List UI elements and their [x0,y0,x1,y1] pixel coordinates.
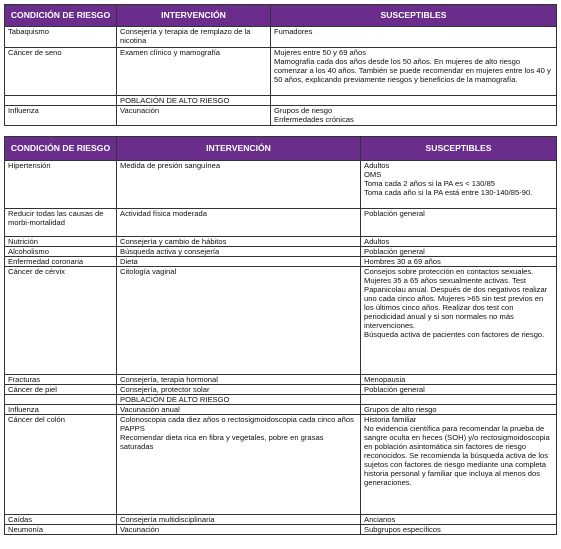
header-susceptible: SUSCEPTIBLES [361,137,557,161]
table-row [5,375,557,385]
cell-susceptible: Menopausia [361,375,557,385]
header-condition: CONDICIÓN DE RIESGO [5,5,117,27]
cell-susceptible: Grupos de alto riesgo [361,405,557,415]
cell-susceptible: Población general [361,385,557,395]
cell-intervention: Consejería y cambio de hábitos [117,237,361,247]
prevention-table-2 [4,136,557,535]
cell-condition: Cáncer del colón [5,415,117,515]
table-row [5,515,557,525]
cell-susceptible: Subgrupos específicos [361,525,557,535]
cell-condition [5,96,117,106]
header-intervention: INTERVENCIÓN [117,137,361,161]
table-header-row [5,5,557,27]
cell-condition [5,395,117,405]
header-condition: CONDICIÓN DE RIESGO [5,137,117,161]
cell-susceptible: Población general [361,247,557,257]
table-row [5,257,557,267]
cell-intervention: Colonoscopia cada diez años o rectosigmoidoscopia cada cinco años PAPPS Recomendar dieta rica en fibra y vegetales, pobre en grasas saturadas [117,415,361,515]
cell-susceptible: Mujeres entre 50 y 69 años Mamografía cada dos años desde los 50 años. En mujeres de alto riesgo comenzar a los 40 años. También se puede recomendar en mujeres entre los 40 y 50 años, explicando previamente riesgos y beneficios de la mamografía. [271,48,557,96]
table-row [5,96,557,106]
cell-intervention: Consejería y terapia de remplazo de la nicotina [117,27,271,48]
cell-section-label: POBLACIÓN DE ALTO RIESGO [117,395,361,405]
table-row [5,237,557,247]
cell-section-label: POBLACIÓN DE ALTO RIESGO [117,96,271,106]
table-row [5,415,557,515]
table-row [5,27,557,48]
cell-condition: Fracturas [5,375,117,385]
cell-intervention: Consejería, terapia hormonal [117,375,361,385]
cell-condition: Influenza [5,405,117,415]
table-row [5,247,557,257]
table-header-row [5,137,557,161]
cell-susceptible: Consejos sobre protección en contactos sexuales. Mujeres 35 a 65 años sexualmente activas. Test Papanicolau anual. Después de dos negativos realizar uno cada cinco años. Mujeres >65 sin test previos en los últimos cinco años. Realizar dos test con periodicidad anual y si son normales no más intervenciones. Búsqueda activa de pacientes con factores de riesgo. [361,267,557,375]
cell-intervention: Actividad física moderada [117,209,361,237]
table-row [5,209,557,237]
cell-condition: Alcoholismo [5,247,117,257]
cell-intervention: Vacunación anual [117,405,361,415]
header-susceptible: SUSCEPTIBLES [271,5,557,27]
cell-susceptible: Grupos de riesgo Enfermedades crónicas [271,106,557,126]
cell-susceptible [361,395,557,405]
table-row [5,405,557,415]
cell-condition: Cáncer de seno [5,48,117,96]
cell-intervention: Consejería, protector solar [117,385,361,395]
table-row [5,106,557,126]
table-row [5,395,557,405]
cell-condition: Nutrición [5,237,117,247]
header-intervention: INTERVENCIÓN [117,5,271,27]
cell-intervention: Vacunación [117,106,271,126]
cell-intervention: Citología vaginal [117,267,361,375]
cell-susceptible: Adultos OMS Toma cada 2 años si la PA es < 130/85 Toma cada año si la PA está entre 130-140/85-90. [361,161,557,209]
cell-susceptible: Historia familiar No evidencia científica para recomendar la prueba de sangre oculta en heces (SOH) y/o rectosigmoidoscopia en población asintomática sin factores de riesgo reconocidos. Se recomienda la búsqueda activa de los sujetos con factores de riesgo mediante una completa historia personal y familiar que incluya al menos dos generaciones. [361,415,557,515]
cell-condition: Influenza [5,106,117,126]
cell-susceptible: Ancianos [361,515,557,525]
cell-condition: Reducir todas las causas de morbi-mortalidad [5,209,117,237]
cell-susceptible: Población general [361,209,557,237]
table-row [5,525,557,535]
cell-intervention: Búsqueda activa y consejería [117,247,361,257]
cell-condition: Enfermedad coronaria [5,257,117,267]
cell-susceptible: Fumadores [271,27,557,48]
cell-susceptible [271,96,557,106]
cell-intervention: Vacunación [117,525,361,535]
cell-intervention: Dieta [117,257,361,267]
cell-intervention: Medida de presión sanguínea [117,161,361,209]
cell-condition: Tabaquismo [5,27,117,48]
cell-condition: Cáncer de piel [5,385,117,395]
cell-condition: Cáncer de cérvix [5,267,117,375]
table-row [5,48,557,96]
table-row [5,385,557,395]
cell-susceptible: Hombres 30 a 69 años [361,257,557,267]
table-row [5,161,557,209]
cell-intervention: Examen clínico y mamografía [117,48,271,96]
prevention-table-1 [4,4,557,126]
cell-susceptible: Adultos [361,237,557,247]
table-row [5,267,557,375]
cell-intervention: Consejería multidisciplinaria [117,515,361,525]
cell-condition: Neumonía [5,525,117,535]
cell-condition: Caídas [5,515,117,525]
cell-condition: Hipertensión [5,161,117,209]
